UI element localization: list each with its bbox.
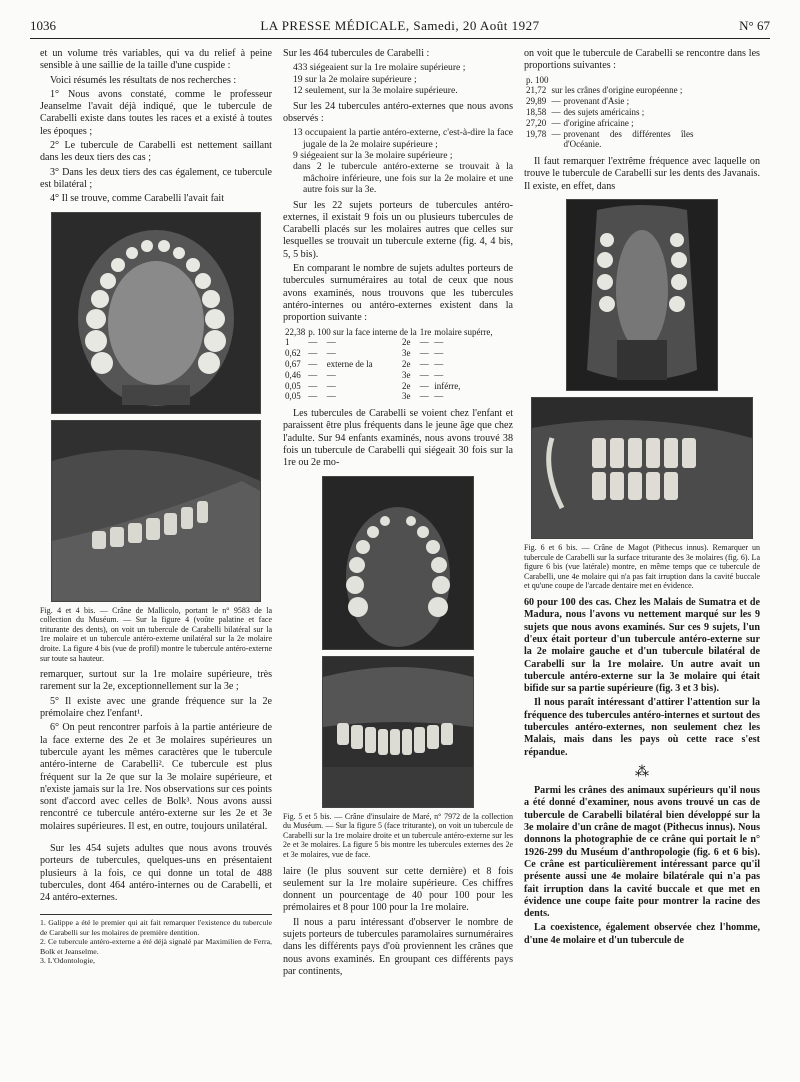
table-cell: provenant d'Asie ; xyxy=(563,96,630,107)
table-cell: — xyxy=(326,380,336,391)
table-cell: p. 100 sur la face interne de la xyxy=(308,326,417,337)
figure-5-caption: Fig. 5 et 5 bis. — Crâne d'insulaire de Maré, n° 7972 de la collection du Muséum. — Sur la figure 5 (face triturante), on voit un tubercule de Carabelli sur la 1re molaire droite et un tubercule antéro-externe sur les 2e et 3e molaires. La figure 5 bis montre les tubercules externes des 2e et 3e molaires, vue de face. xyxy=(283,811,513,859)
table-row xyxy=(526,96,697,107)
table-cell: 0,05 xyxy=(285,391,301,402)
paragraph: Voici résumés les résultats de nos recherches : xyxy=(50,74,237,86)
table-cell: 18,58 xyxy=(526,106,547,117)
table-cell: 3e xyxy=(402,391,411,402)
table-row xyxy=(285,391,496,402)
table-cell: — xyxy=(308,337,318,348)
table-row xyxy=(285,327,496,338)
table-cell: externe de la xyxy=(326,358,373,369)
table-row xyxy=(526,118,697,129)
table-cell: — xyxy=(308,391,318,402)
table-cell: — xyxy=(419,391,429,402)
table-row xyxy=(285,381,496,392)
paragraph: En comparant le nombre de sujets adultes porteurs de tubercules surnuméraires au total de ceux que nous avons examinés, nous trouvons que les tubercules antéro-internes ou antéro-externes existent dans la proportion suivante : xyxy=(283,263,513,324)
paragraph: 3° Dans les deux tiers des cas également, ce tubercule est bilatéral ; xyxy=(40,166,272,190)
table-cell: 19,78 xyxy=(526,128,547,139)
table-cell: — xyxy=(419,348,429,359)
footnote: 1. Galippe a été le premier qui ait fait remarquer l'existence du tubercule de Carabelli sur les molaires de première dentition. xyxy=(40,918,272,937)
table-cell: — xyxy=(419,369,429,380)
table-cell: 2e xyxy=(402,337,411,348)
paragraph: 5° Il existe avec une grande fréquence sur la 2e prémolaire chez l'enfant¹. xyxy=(40,695,272,720)
table-row xyxy=(285,337,496,348)
table-cell: — xyxy=(419,358,429,369)
table-cell: — xyxy=(434,369,444,380)
table-cell: 21,72 xyxy=(526,85,547,96)
paragraph: 6° On peut rencontrer parfois à la partie antérieure de la face externe des 2e et 3e molaires supérieures un tubercule ayant les mêmes caractères que le tubercule antéro-interne de Carabelli². Ce tubercule est plus fréquent sur la 2e que sur la 3e molaire supérieure, et n'existe jamais sur la 1re. Nos observations sur ces points sont d'accord avec celles de Bolk³. Nous avons aussi rencontré ce tubercule antéro-externe sur les 2e et 3e molaires supérieures. Il est, en outre, toujours unilatéral. xyxy=(40,722,272,832)
list-item: 433 siégeaient sur la 1re molaire supérieure ; xyxy=(293,62,466,74)
figure-5-bis-photo xyxy=(322,656,474,808)
list-item: 12 seulement, sur la 3e molaire supérieure. xyxy=(293,85,458,97)
paragraph: 2° Le tubercule de Carabelli est nettement saillant dans les deux tiers des cas ; xyxy=(40,140,272,164)
figure-6-photo xyxy=(566,199,718,391)
table-cell: des sujets américains ; xyxy=(563,106,645,117)
table-row xyxy=(526,129,697,151)
table-cell: 0,67 xyxy=(285,358,301,369)
column-left xyxy=(40,48,272,966)
issue-number: N° 67 xyxy=(739,18,770,33)
paragraph: Sur les 22 sujets porteurs de tubercules antéro-externes, il existait 9 fois un ou plusieurs tubercules de Carabelli placés sur les molaires autres que celles sur lesquelles se trouvait un tubercule externe (fig. 4, 4 bis, 5, 5 bis). xyxy=(283,199,513,260)
page-number: 1036 xyxy=(30,18,56,33)
table-cell: 1re xyxy=(419,326,432,337)
table-cell xyxy=(552,75,564,86)
table-cell: — xyxy=(551,128,561,139)
paragraph: Il nous a paru intéressant d'observer le nombre de sujets porteurs de tubercules paramolaires surnuméraires dans les différents pays d'où proviennent les crânes que nous avons examinés. En groupant ces différents pays par continents, xyxy=(283,916,513,977)
table-cell: — xyxy=(308,358,318,369)
paragraph: remarquer, surtout sur la 1re molaire supérieure, très rarement sur la 2e, exceptionnellement sur la 3e ; xyxy=(40,669,272,693)
paragraph: Sur les 454 sujets adultes que nous avons trouvés porteurs de tubercules, quelques-uns en présentaient plusieurs à la fois, ce qui donne un total de 488 tubercules, dont 464 antéro-internes ou de Carabelli, et 24 antéro-externes. xyxy=(40,842,272,904)
column-middle xyxy=(283,48,513,980)
table-cell: — xyxy=(419,337,429,348)
table-cell: — xyxy=(326,391,336,402)
paragraph: laire (le plus souvent sur cette dernière) et 8 fois seulement sur la 1re molaire supérieure. Ces chiffres donnent un pourcentage de 40 pour 100 pour les prémolaires et 8 pour 100 pour la 1re molaire. xyxy=(283,865,513,914)
section-separator: ⁂ xyxy=(635,764,649,780)
table-cell: inférre, xyxy=(434,380,461,391)
table-cell: — xyxy=(419,380,429,391)
paragraph: et un volume très variables, qui va du relief à peine sensible à une saillie de la taille d'une cuspide : xyxy=(40,48,272,72)
footnote: 2. Ce tubercule antéro-externe a été déjà signalé par Maximilien de Ferra, Bolk et Jeanselme. xyxy=(40,937,272,956)
table-cell: — xyxy=(308,380,318,391)
table-row xyxy=(526,107,697,118)
table-cell: — xyxy=(551,96,561,107)
paragraph: 4° Il se trouve, comme Carabelli l'avait fait xyxy=(50,193,225,205)
list-item: 13 occupaient la partie antéro-externe, c'est-à-dire la face jugale de la 2e molaire supérieure ; xyxy=(293,127,513,150)
figure-6-caption: Fig. 6 et 6 bis. — Crâne de Magot (Pithecus innus). Remarquer un tubercule de Carabelli sur la surface triturante des 3e molaires (fig. 6). La figure 6 bis (vue latérale) montre, en même temps que ce tubercule de Carabelli, une 4e molaire qui n'a pas fait irruption dans la cavité buccale et qu'une coupe de l'arcade dentaire met en évidence. xyxy=(524,543,760,591)
table-cell: — xyxy=(434,358,444,369)
page-header xyxy=(30,18,770,39)
table-cell: p. 100 xyxy=(526,74,549,85)
figure-4-caption: Fig. 4 et 4 bis. — Crâne de Mallicolo, portant le n° 9583 de la collection du Muséum. — Sur la figure 4 (voûte palatine et face triturante des dents), on voit un tubercule de Carabelli bilatéral sur la 1re molaire et un tubercule antéro-externe unilatéral sur la 2e molaire droite. La figure 4 bis (vue de profil) montre le tubercule antéro-externe sur toute sa hauteur. xyxy=(40,605,272,663)
figure-6-bis-photo xyxy=(531,397,753,539)
paragraph: Sur les 24 tubercules antéro-externes que nous avons observés : xyxy=(283,100,513,124)
table-row xyxy=(285,370,496,381)
table-cell: — xyxy=(551,106,561,117)
table-cell: provenant des différentes îles d'Océanie. xyxy=(563,128,694,150)
table-row xyxy=(526,75,697,86)
table-cell: — xyxy=(551,117,561,128)
table-cell: 1 xyxy=(285,337,290,348)
table-row xyxy=(285,359,496,370)
table-cell: — xyxy=(326,348,336,359)
table-cell: d'origine africaine ; xyxy=(563,117,634,128)
paragraph: Les tubercules de Carabelli se voient chez l'enfant et paraissent être plus fréquents dans le jeune âge que chez l'adulte. Sur 94 enfants examinés, nous avons trouvé 38 fois un tubercule de Carabelli qui siégeait 30 fois sur la 1re ou 2e mo- xyxy=(283,408,513,469)
table-cell: molaire supérre, xyxy=(434,326,493,337)
figure-4-bis-photo xyxy=(51,420,261,602)
paragraph: on voit que le tubercule de Carabelli se rencontre dans les proportions suivantes : xyxy=(524,48,760,72)
table-row xyxy=(526,85,697,96)
paragraph: 1° Nous avons constaté, comme le professeur Jeanselme l'avait déjà indiqué, que le tubercule de Carabelli existe dans toutes les races et a existé à toutes les époques ; xyxy=(40,88,272,137)
table-row xyxy=(285,348,496,359)
list-item: 19 sur la 2e molaire supérieure ; xyxy=(293,73,417,85)
figure-4-photo xyxy=(51,212,261,414)
table-cell: — xyxy=(308,348,318,359)
footnote: 3. L'Odontologie, xyxy=(40,956,95,966)
list-item: dans 2 le tubercule antéro-externe se trouvait à la mâchoire inférieure, une fois sur la 2e molaire et une autre fois sur la 3e. xyxy=(293,161,513,196)
table-cell: 0,05 xyxy=(285,380,301,391)
table-cell xyxy=(564,75,697,86)
table-cell: — xyxy=(326,369,336,380)
journal-title: LA PRESSE MÉDICALE, Samedi, 20 Août 1927 xyxy=(260,18,540,33)
paragraph: Parmi les crânes des animaux supérieurs qu'il nous a été donné d'examiner, nous avons trouvé un cas de tubercule de Carabelli bilatéral bien développé sur la 3e molaire d'un crâne de magot (Pithecus innus). Nous donnons la photographie de ce crâne qui portait le n° 1926-299 du Muséum d'anthropologie (fig. 6 et 6 bis). Ce crâne est particulièrement intéressant parce qu'il présente aussi une 4e molaire bilatérale qui n'a pas fait irruption dans la cavité buccale et que met en évidence une coupe faite pour montrer la racine des dents. xyxy=(524,785,760,920)
paragraph: Il nous paraît intéressant d'attirer l'attention sur la fréquence des tubercules antéro-internes et surtout des tubercules antéro-externes, non seulement chez les Malais, mais dans les pays où cette race s'est répandue. xyxy=(524,697,760,758)
table-cell: — xyxy=(326,337,336,348)
table-cell: — xyxy=(434,348,444,359)
figure-5-photo xyxy=(322,476,474,650)
table-cell: sur les crânes d'origine européenne ; xyxy=(551,85,683,96)
paragraph: Sur les 464 tubercules de Carabelli : xyxy=(283,48,430,59)
continent-table xyxy=(526,75,697,151)
table-cell: 0,62 xyxy=(285,348,301,359)
list xyxy=(293,127,513,195)
table-cell: — xyxy=(308,369,318,380)
table-cell: 2e xyxy=(402,380,411,391)
list-item: 9 siégeaient sur la 3e molaire supérieure ; xyxy=(293,149,453,161)
table-cell: 2e xyxy=(402,358,411,369)
table-cell: — xyxy=(434,337,444,348)
list xyxy=(293,62,513,96)
paragraph: 60 pour 100 des cas. Chez les Malais de Sumatra et de Madura, nous l'avons vu nettement marqué sur les 9 sujets que nous avons examinés. Sur ces 9 sujets, l'un d'eux était porteur d'un tubercule antéro-externe sur la 2e molaire gauche et d'un tubercule bilatéral de Carabelli sur la 1re molaire. Un autre avait un tubercule antéro-externe sur la 3e molaire qui était bifide sur sa partie supérieure (fig. 3 et 3 bis). xyxy=(524,597,760,695)
table-cell: 22,38 xyxy=(285,326,306,337)
paragraph: Il faut remarquer l'extrême fréquence avec laquelle on trouve le tubercule de Carabelli sur les dents des Javanais. Il existe, en effet, dans xyxy=(524,156,760,192)
footnotes xyxy=(40,914,272,965)
table-cell: 29,89 xyxy=(526,96,547,107)
table-cell: 3e xyxy=(402,369,411,380)
column-right xyxy=(524,48,760,949)
paragraph: La coexistence, également observée chez l'homme, d'une 4e molaire et d'un tubercule de xyxy=(524,922,760,946)
proportion-table xyxy=(285,327,496,403)
table-cell: 0,46 xyxy=(285,369,301,380)
table-cell: — xyxy=(434,391,444,402)
table-cell: 3e xyxy=(402,348,411,359)
table-cell: 27,20 xyxy=(526,117,547,128)
